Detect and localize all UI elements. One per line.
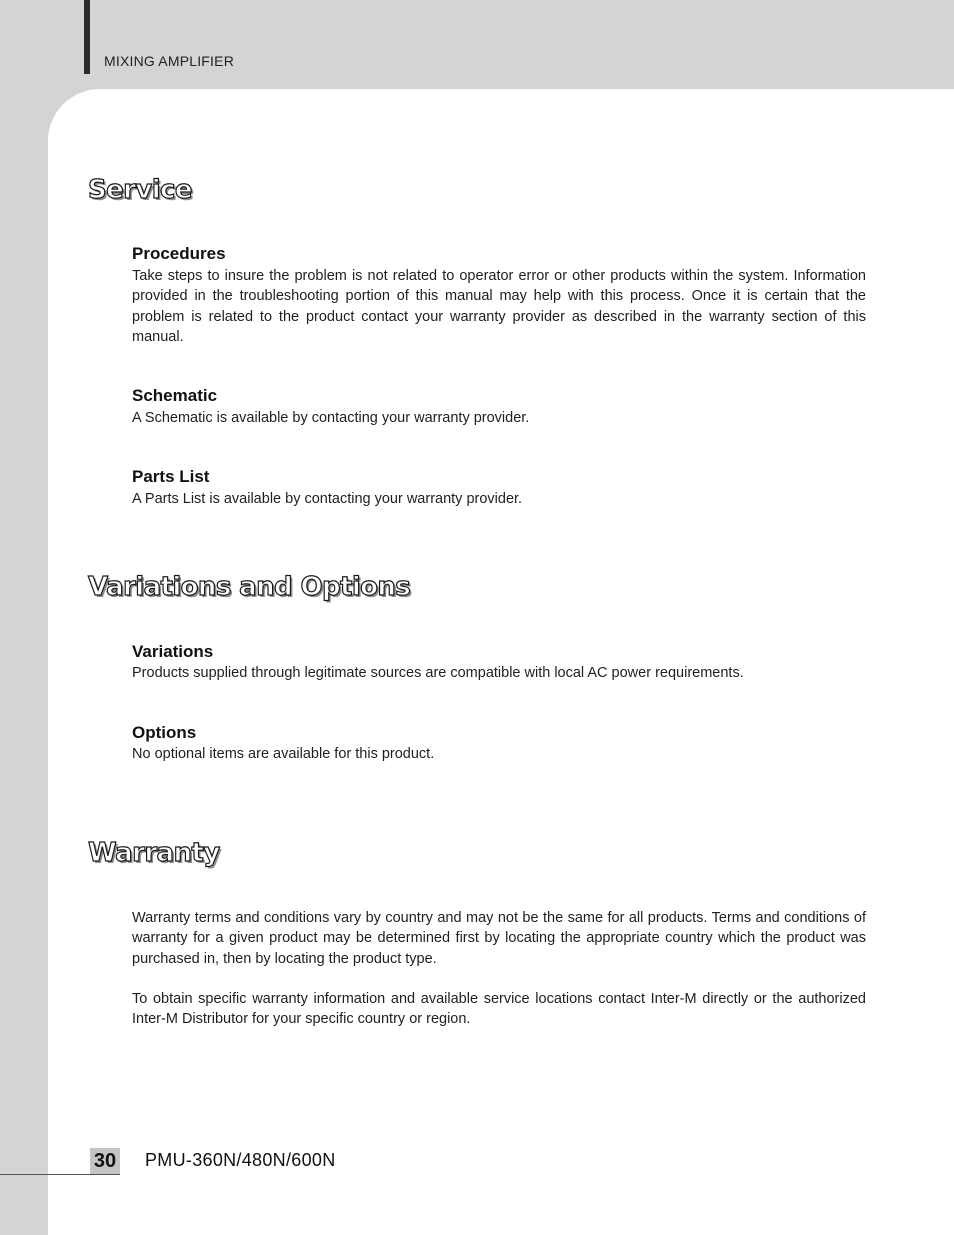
variations-heading: Variations <box>132 642 214 661</box>
options-text: No optional items are available for this product. <box>132 746 435 762</box>
variations-options-title: Variations and Options <box>88 572 411 602</box>
header-label: MIXING AMPLIFIER <box>104 53 234 69</box>
variations-text: Products supplied through legitimate sources are compatible with local AC power requirements. <box>132 665 744 681</box>
footer-rule <box>0 1174 120 1175</box>
warranty-title: Warranty <box>88 838 220 868</box>
header-bar <box>84 0 90 74</box>
procedures-heading: Procedures <box>132 244 226 263</box>
warranty-paragraph-2: To obtain specific warranty information and available service locations contact Inter-M directly or the authorized Inter-M Distributor for your specific country or region. <box>132 991 866 1028</box>
parts-list-heading: Parts List <box>132 467 210 486</box>
warranty-paragraph-1: Warranty terms and conditions vary by country and may not be the same for all products. Terms and conditions of warranty for a given product may be determined first by locating the appropriate country which the product was purchased in, then by locating the product type. <box>132 910 866 967</box>
schematic-heading: Schematic <box>132 386 218 405</box>
service-title: Service <box>88 175 192 205</box>
page-number: 30 <box>90 1148 120 1174</box>
procedures-text: Take steps to insure the problem is not related to operator error or other products within the system. Information provided in the troubleshooting portion of this manual may help with this process. Once it is certain that the problem is related to the product contact your warranty provider as described in the warranty section of this manual. <box>132 268 866 345</box>
footer-model: PMU-360N/480N/600N <box>145 1150 336 1170</box>
options-heading: Options <box>132 723 197 742</box>
parts-list-text: A Parts List is available by contacting your warranty provider. <box>132 491 523 507</box>
schematic-text: A Schematic is available by contacting your warranty provider. <box>132 410 530 426</box>
